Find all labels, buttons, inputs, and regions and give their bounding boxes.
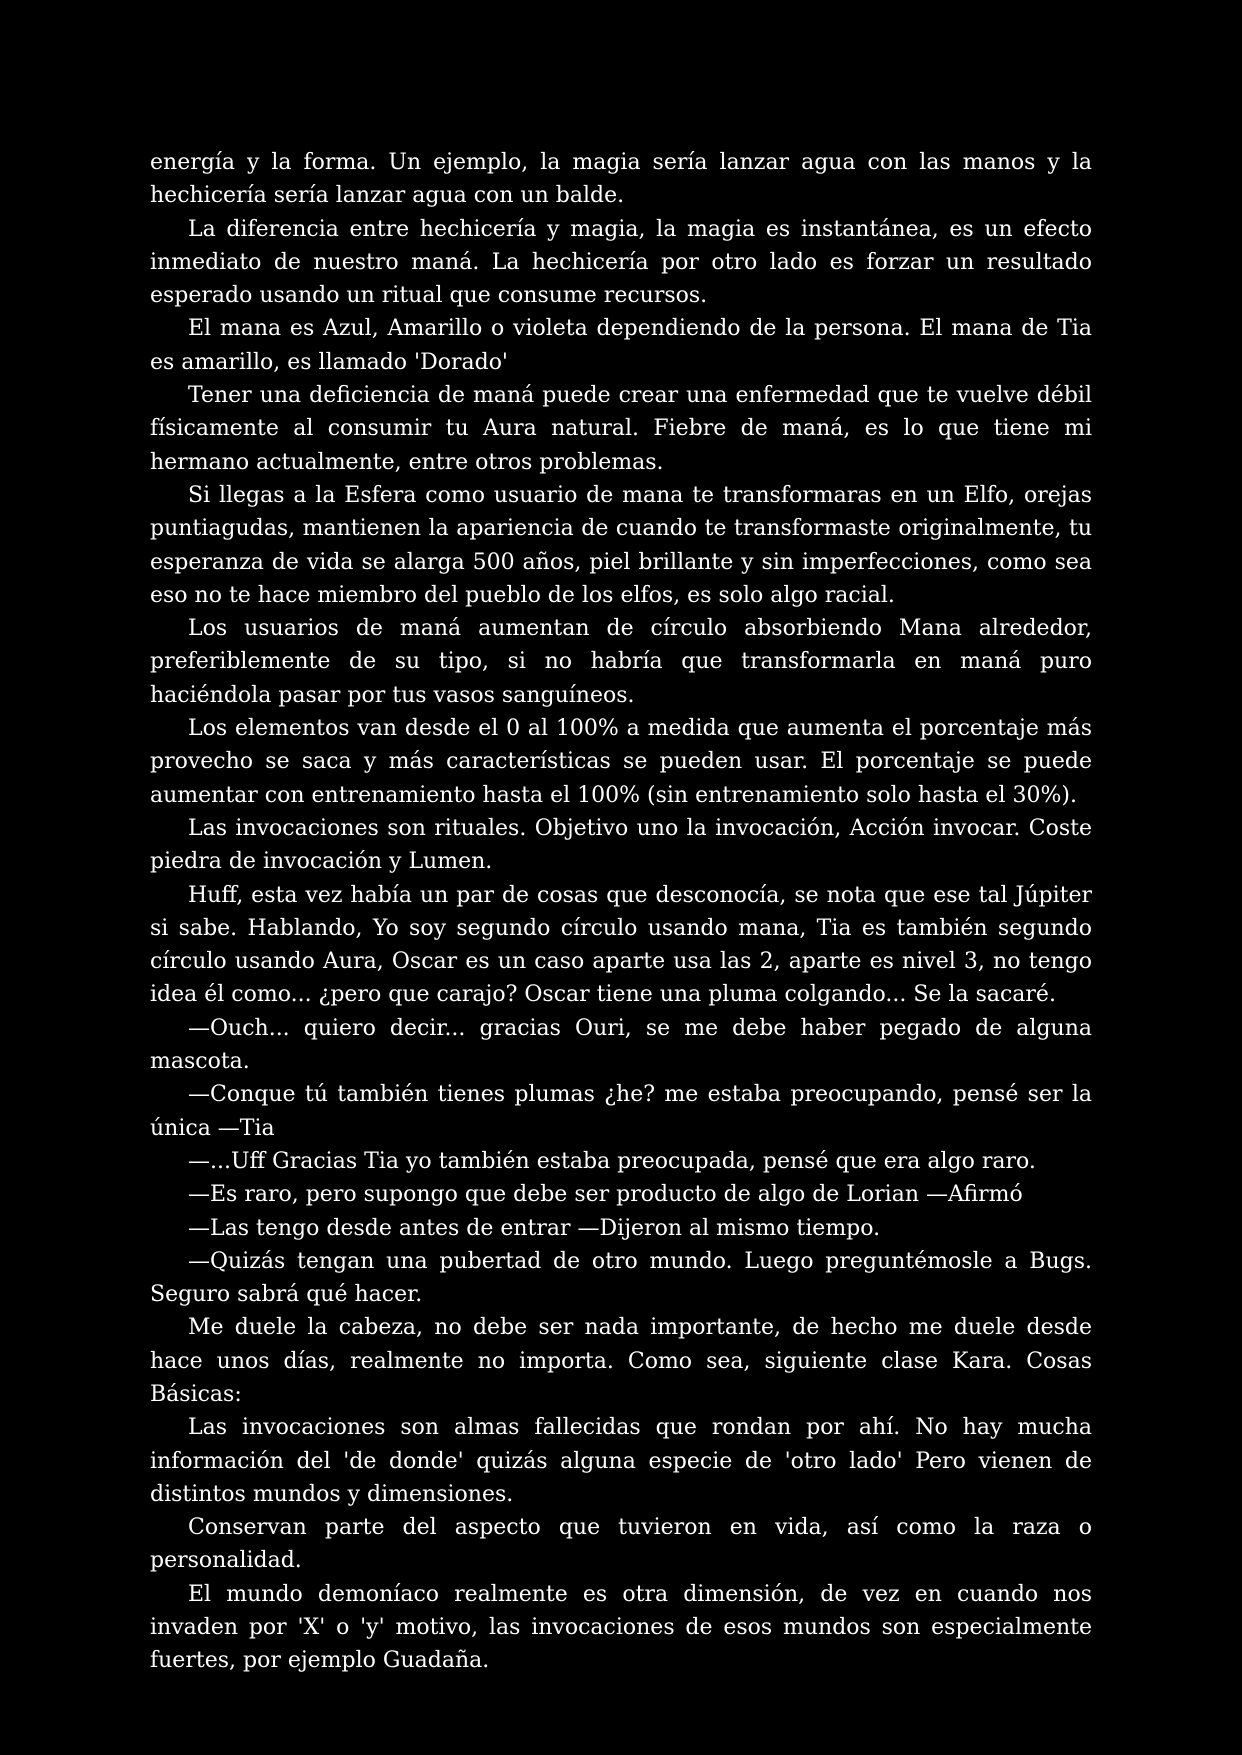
dialogue-line: —Ouch... quiero decir... gracias Ouri, se me debe haber pegado de alguna mascota.: [150, 1015, 1092, 1075]
dialogue-line: —...Uff Gracias Tia yo también estaba preocupada, pensé que era algo raro.: [188, 1148, 1036, 1174]
paragraph: energía y la forma. Un ejemplo, la magia sería lanzar agua con las manos y la hechicería sería lanzar agua con un balde.: [150, 150, 1092, 209]
paragraph: Las invocaciones son almas fallecidas que rondan por ahí. No hay mucha información del 'de donde' quizás alguna especie de 'otro lado' Pero vienen de distintos mundos y dimensiones.: [150, 1415, 1092, 1507]
paragraph: El mana es Azul, Amarillo o violeta dependiendo de la persona. El mana de Tia es amarillo, es llamado 'Dorado': [150, 316, 1092, 375]
paragraph: Huff, esta vez había un par de cosas que desconocía, se nota que ese tal Júpiter si sabe. Hablando, Yo soy segundo círculo usando mana, Tia es también segundo círculo usando Aura, Oscar es un caso aparte usa las 2, aparte es nivel 3, no tengo idea él como... ¿pero que carajo? Oscar tiene una pluma colgando... Se la sacaré.: [150, 882, 1092, 1008]
paragraph: La diferencia entre hechicería y magia, la magia es instantánea, es un efecto inmediato de nuestro maná. La hechicería por otro lado es forzar un resultado esperado usando un ritual que consume recursos.: [150, 216, 1092, 309]
paragraph: Conservan parte del aspecto que tuvieron en vida, así como la raza o personalidad.: [150, 1515, 1092, 1574]
paragraph: Me duele la cabeza, no debe ser nada importante, de hecho me duele desde hace unos días, realmente no importa. Como sea, siguiente clase Kara. Cosas Básicas:: [150, 1315, 1092, 1407]
paragraph: El mundo demoníaco realmente es otra dimensión, de vez en cuando nos invaden por 'X' o 'y' motivo, las invocaciones de esos mundos son especialmente fuertes, por ejemplo Guadaña.: [150, 1581, 1092, 1674]
paragraph: Los usuarios de maná aumentan de círculo absorbiendo Mana alrededor, preferiblemente de su tipo, si no habría que transformarla en maná puro haciéndola pasar por tus vasos sanguíneos.: [150, 616, 1092, 708]
page-text: [150, 146, 1092, 1678]
paragraph: Tener una deficiencia de maná puede crear una enfermedad que te vuelve débil físicamente al consumir tu Aura natural. Fiebre de maná, es lo que tiene mi hermano actualmente, entre otros problemas.: [150, 383, 1092, 475]
paragraph: Las invocaciones son rituales. Objetivo uno la invocación, Acción invocar. Coste piedra de invocación y Lumen.: [150, 815, 1092, 875]
dialogue-line: —Quizás tengan una pubertad de otro mundo. Luego preguntémosle a Bugs. Seguro sabrá qué hacer.: [150, 1248, 1092, 1308]
dialogue-line: —Las tengo desde antes de entrar —Dijeron al mismo tiempo.: [188, 1215, 881, 1241]
dialogue-line: —Conque tú también tienes plumas ¿he? me estaba preocupando, pensé ser la única —Tia: [150, 1082, 1092, 1141]
dialogue-line: —Es raro, pero supongo que debe ser producto de algo de Lorian —Afirmó: [188, 1182, 1023, 1208]
paragraph: Los elementos van desde el 0 al 100% a medida que aumenta el porcentaje más provecho se saca y más características se pueden usar. El porcentaje se puede aumentar con entrenamiento hasta el 100% (sin entrenamiento solo hasta el 30%).: [150, 716, 1092, 808]
paragraph: Si llegas a la Esfera como usuario de mana te transformaras en un Elfo, orejas puntiagudas, mantienen la apariencia de cuando te transformaste originalmente, tu esperanza de vida se alarga 500 años, piel brillante y sin imperfecciones, como sea eso no te hace miembro del pueblo de los elfos, es solo algo racial.: [150, 482, 1092, 608]
